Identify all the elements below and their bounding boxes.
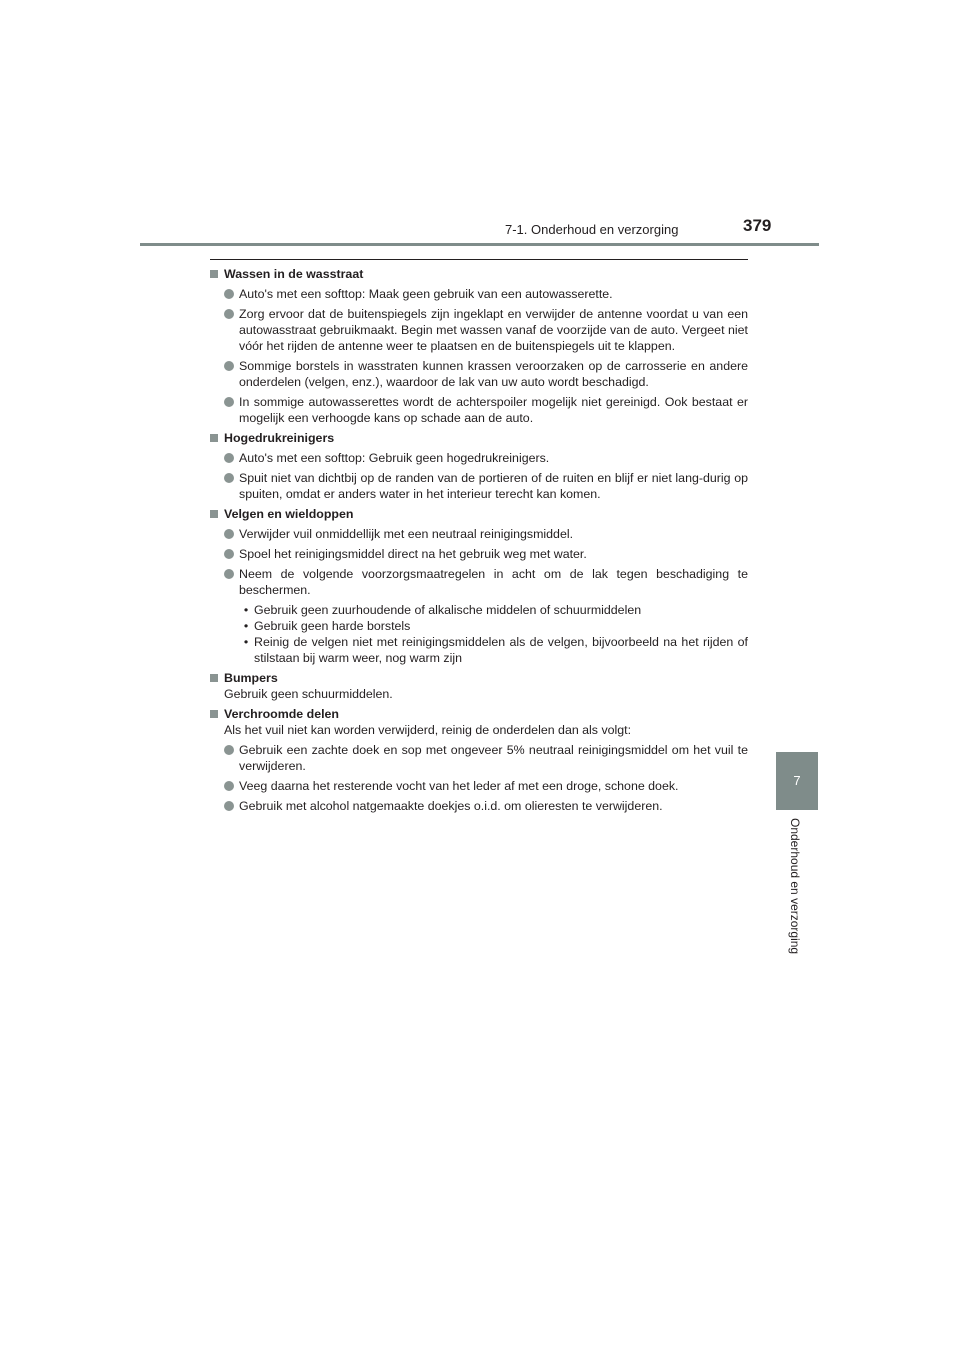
round-bullet-icon (224, 801, 234, 811)
heading-text: Velgen en wieldoppen (224, 507, 354, 521)
list-item (210, 394, 748, 426)
sub-list-item (210, 618, 748, 634)
list-item-text: Sommige borstels in wasstraten kunnen krassen veroorzaken op de carrosserie en andere onderdelen (velgen, enz.), waardoor de lak van uw auto wordt beschadigd. (239, 359, 748, 389)
list-item-text: Gebruik met alcohol natgemaakte doekjes o.i.d. om olieresten te verwijderen. (239, 799, 663, 813)
section-title: 7-1. Onderhoud en verzorging (505, 222, 679, 237)
list-item (210, 358, 748, 390)
section-text: Gebruik geen schuurmiddelen. (224, 687, 393, 701)
list-item (210, 566, 748, 598)
sub-list-item (210, 602, 748, 618)
sub-list (210, 602, 748, 666)
list-item (210, 778, 748, 794)
round-bullet-icon (224, 569, 234, 579)
round-bullet-icon (224, 549, 234, 559)
list-item (210, 470, 748, 502)
round-bullet-icon (224, 289, 234, 299)
section-text: Als het vuil niet kan worden verwijderd, reinig de onderdelen dan als volgt: (224, 723, 632, 737)
round-bullet-icon (224, 745, 234, 755)
chapter-number: 7 (793, 773, 801, 788)
header-divider (140, 243, 819, 246)
list-item (210, 546, 748, 562)
sub-list-item-text: Reinig de velgen niet met reinigingsmiddelen als de velgen, bijvoorbeeld na het rijden of stilstaan bij warm weer, nog warm zijn (254, 635, 748, 665)
heading-text: Wassen in de wasstraat (224, 267, 364, 281)
chapter-tab (776, 752, 818, 810)
sub-list-item-text: Gebruik geen zuurhoudende of alkalische middelen of schuurmiddelen (254, 603, 642, 617)
small-bullet-icon: • (243, 603, 249, 617)
list-item (210, 798, 748, 814)
section-heading-hogedruk (210, 430, 748, 446)
square-bullet-icon (210, 270, 218, 278)
page-content (210, 262, 748, 818)
sub-list-item (210, 634, 748, 666)
page-number: 379 (743, 216, 772, 235)
list-item-text: Verwijder vuil onmiddellijk met een neutraal reinigingsmiddel. (239, 527, 574, 541)
sub-list-item-text: Gebruik geen harde borstels (254, 619, 411, 633)
list-item-text: In sommige autowasserettes wordt de achterspoiler mogelijk niet gereinigd. Ook bestaat er mogelijk een verhoogde kans op schade aan de auto. (239, 395, 748, 425)
section-heading-bumpers (210, 670, 748, 686)
heading-text: Bumpers (224, 671, 278, 685)
list-item-text: Spuit niet van dichtbij op de randen van de portieren of de ruiten en blijf er niet lang-durig op spuiten, omdat er anders water in het interieur terecht kan komen. (239, 471, 748, 501)
round-bullet-icon (224, 397, 234, 407)
round-bullet-icon (224, 361, 234, 371)
square-bullet-icon (210, 674, 218, 682)
round-bullet-icon (224, 473, 234, 483)
section-heading-velgen (210, 506, 748, 522)
list-item-text: Auto's met een softtop: Gebruik geen hogedrukreinigers. (239, 451, 550, 465)
list-item (210, 306, 748, 354)
content-divider (210, 259, 748, 260)
heading-text: Hogedrukreinigers (224, 431, 335, 445)
list-item-text: Veeg daarna het resterende vocht van het leder af met een droge, schone doek. (239, 779, 679, 793)
round-bullet-icon (224, 453, 234, 463)
heading-text: Verchroomde delen (224, 707, 339, 721)
round-bullet-icon (224, 309, 234, 319)
list-item (210, 286, 748, 302)
small-bullet-icon: • (243, 635, 249, 649)
list-item-text: Zorg ervoor dat de buitenspiegels zijn ingeklapt en verwijder de antenne voordat u van een autowasstraat gebruikmaakt. Begin met wassen vanaf de voorzijde van de auto. Vergeet niet vóór het rijden de antenne weer te plaatsen en de buitenspiegels uit te klappen. (239, 307, 748, 353)
list-item-text: Auto's met een softtop: Maak geen gebruik van een autowasserette. (239, 287, 613, 301)
round-bullet-icon (224, 529, 234, 539)
square-bullet-icon (210, 710, 218, 718)
list-item (210, 450, 748, 466)
section-heading-wassen (210, 266, 748, 282)
chapter-label: Onderhoud en verzorging (788, 818, 802, 955)
round-bullet-icon (224, 781, 234, 791)
list-item-text: Gebruik een zachte doek en sop met ongeveer 5% neutraal reinigingsmiddel om het vuil te verwijderen. (239, 743, 748, 773)
section-heading-verchroomd (210, 706, 748, 722)
list-item (210, 526, 748, 542)
small-bullet-icon: • (243, 619, 249, 633)
list-item-text: Spoel het reinigingsmiddel direct na het gebruik weg met water. (239, 547, 587, 561)
square-bullet-icon (210, 510, 218, 518)
list-item-text: Neem de volgende voorzorgsmaatregelen in acht om de lak tegen beschadiging te beschermen. (239, 567, 748, 597)
square-bullet-icon (210, 434, 218, 442)
list-item (210, 742, 748, 774)
